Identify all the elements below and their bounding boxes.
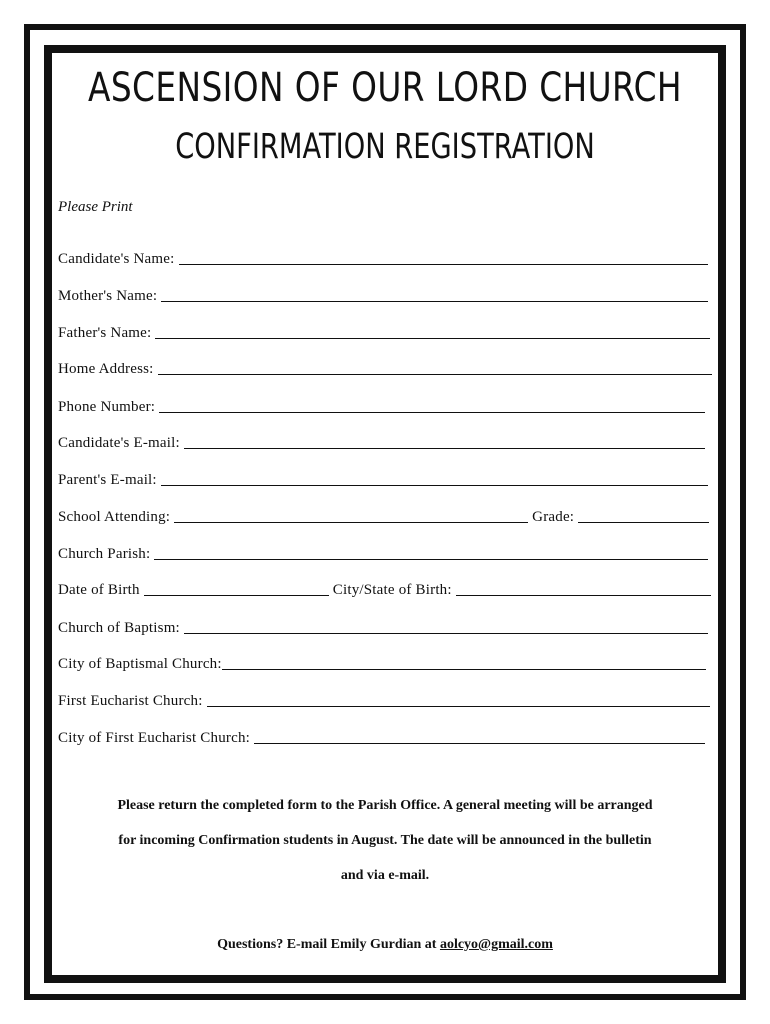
contact-line xyxy=(56,937,714,953)
grade-label: Grade: xyxy=(532,509,575,525)
form-subtitle: CONFIRMATION REGISTRATION xyxy=(175,127,595,167)
father-name-field[interactable] xyxy=(58,320,710,342)
notice-line-1: Please return the completed form to the Parish Office. A general meeting will be arranged xyxy=(117,798,653,813)
date-of-birth-field[interactable] xyxy=(58,577,711,599)
date-of-birth-label: Date of Birth xyxy=(58,582,140,598)
contact-prefix: Questions? E-mail Emily Gurdian at xyxy=(217,937,440,952)
church-parish-label: Church Parish: xyxy=(58,546,151,562)
home-address-label: Home Address: xyxy=(58,361,154,377)
city-first-eucharist-church-field[interactable] xyxy=(58,725,705,747)
father-name-line[interactable] xyxy=(155,322,710,339)
city-first-eucharist-church-line[interactable] xyxy=(254,727,705,744)
church-of-baptism-field[interactable] xyxy=(58,615,708,637)
city-baptismal-church-line[interactable] xyxy=(222,653,706,670)
church-of-baptism-line[interactable] xyxy=(184,617,708,634)
mother-name-field[interactable] xyxy=(58,283,708,305)
candidate-email-label: Candidate's E-mail: xyxy=(58,435,180,451)
first-eucharist-church-label: First Eucharist Church: xyxy=(58,693,203,709)
school-attending-field[interactable] xyxy=(58,504,709,526)
city-first-eucharist-church-label: City of First Eucharist Church: xyxy=(58,730,251,746)
form-title: ASCENSION OF OUR LORD CHURCH xyxy=(87,65,683,111)
father-name-label: Father's Name: xyxy=(58,325,152,341)
home-address-line[interactable] xyxy=(158,358,712,375)
candidate-email-field[interactable] xyxy=(58,430,705,452)
mother-name-line[interactable] xyxy=(161,285,708,302)
phone-number-label: Phone Number: xyxy=(58,399,156,415)
phone-number-line[interactable] xyxy=(159,396,705,413)
home-address-field[interactable] xyxy=(58,356,712,378)
contact-email-link[interactable]: aolcyo@gmail.com xyxy=(439,937,553,952)
first-eucharist-church-line[interactable] xyxy=(207,690,710,707)
city-baptismal-church-field[interactable] xyxy=(58,651,706,673)
phone-number-field[interactable] xyxy=(58,394,705,416)
school-attending-label: School Attending: xyxy=(58,509,171,525)
city-state-birth-label: City/State of Birth: xyxy=(332,582,452,598)
parent-email-field[interactable] xyxy=(58,467,708,489)
church-parish-field[interactable] xyxy=(58,541,708,563)
parent-email-label: Parent's E-mail: xyxy=(58,472,157,488)
candidate-name-field[interactable] xyxy=(58,246,708,268)
first-eucharist-church-field[interactable] xyxy=(58,688,710,710)
please-print-note: Please Print xyxy=(58,199,133,215)
notice-line-2: for incoming Confirmation students in August. The date will be announced in the bulletin xyxy=(118,833,652,848)
grade-line[interactable] xyxy=(578,506,709,523)
notice-line-3: and via e-mail. xyxy=(340,868,430,883)
candidate-name-line[interactable] xyxy=(179,248,709,265)
church-parish-line[interactable] xyxy=(154,543,708,560)
candidate-email-line[interactable] xyxy=(184,432,705,449)
mother-name-label: Mother's Name: xyxy=(58,288,158,304)
church-of-baptism-label: Church of Baptism: xyxy=(58,620,180,636)
parent-email-line[interactable] xyxy=(161,469,708,486)
school-attending-line[interactable] xyxy=(174,506,528,523)
city-baptismal-church-label: City of Baptismal Church: xyxy=(58,656,222,672)
date-of-birth-line[interactable] xyxy=(144,579,329,596)
city-state-birth-line[interactable] xyxy=(456,579,711,596)
candidate-name-label: Candidate's Name: xyxy=(58,251,175,267)
